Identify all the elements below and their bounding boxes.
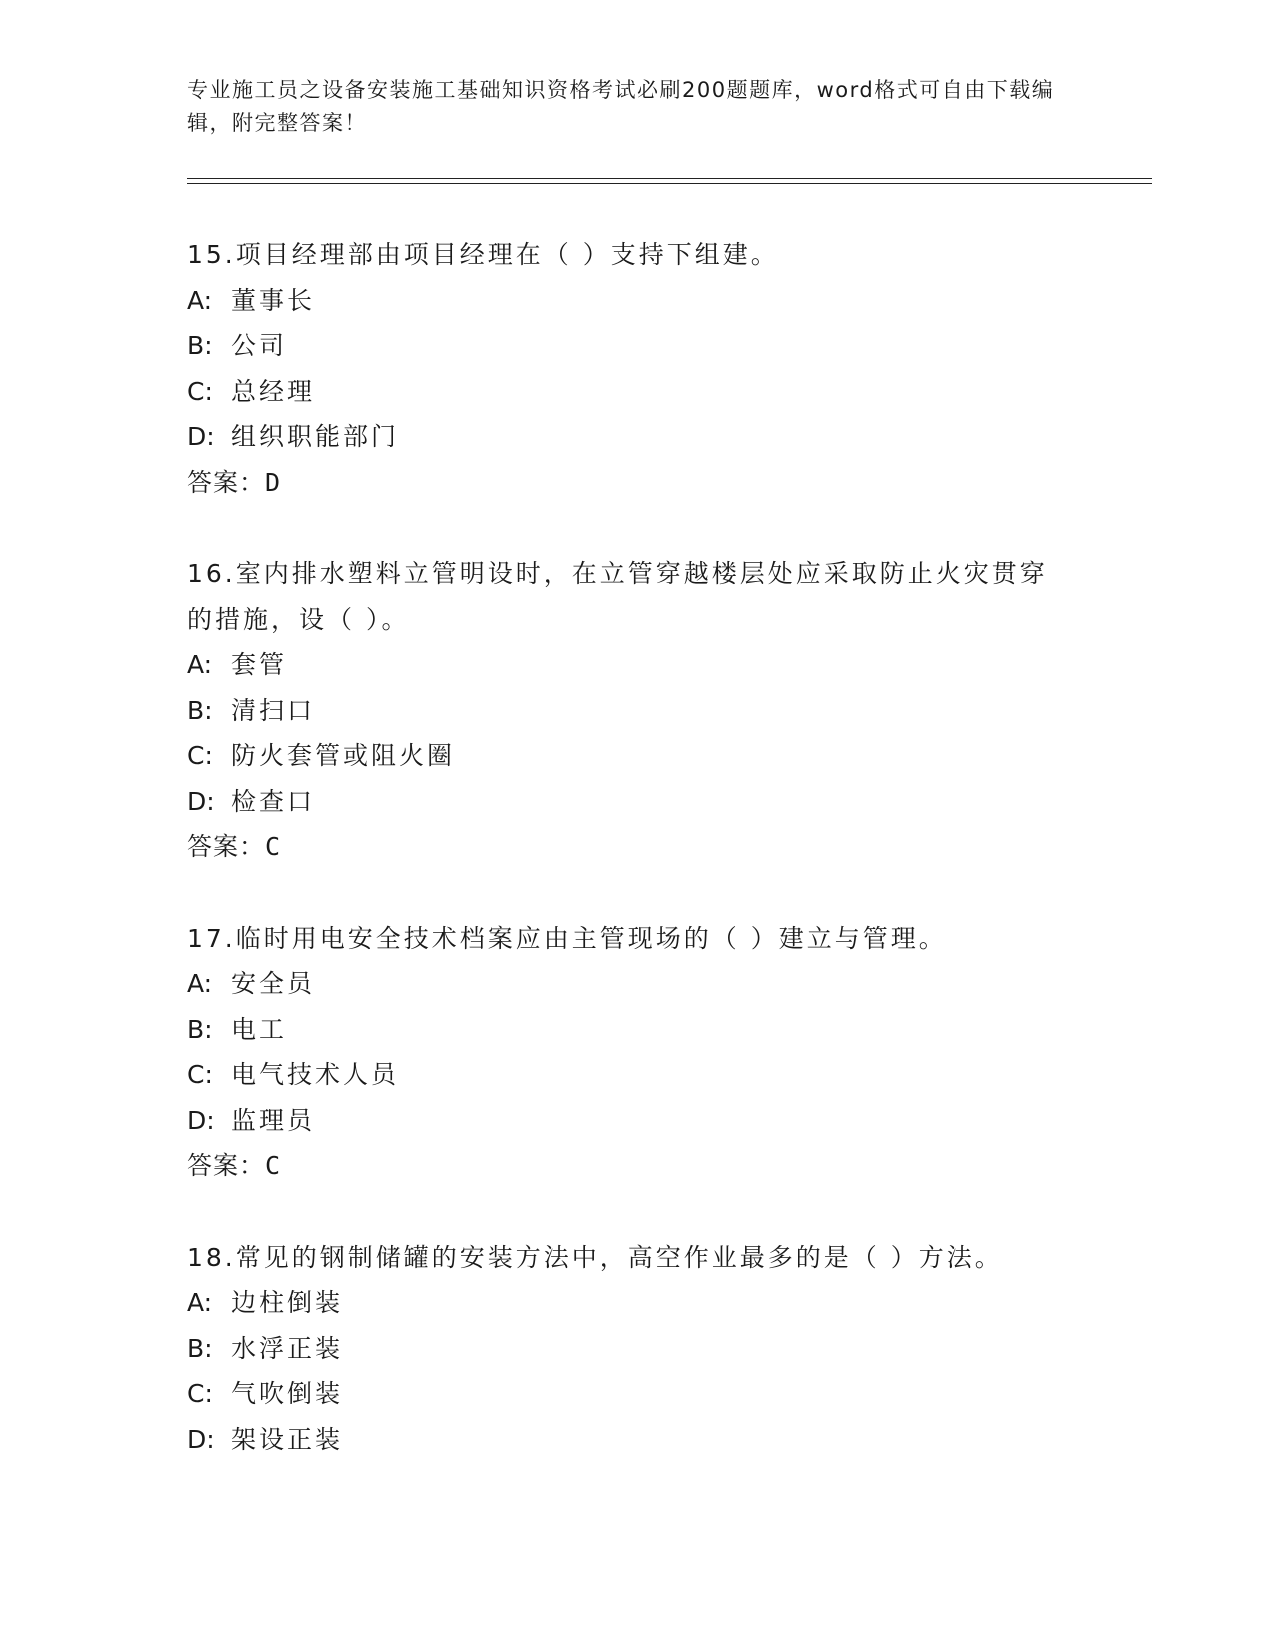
question-16 xyxy=(187,551,1087,870)
option-letter: B: xyxy=(187,331,213,360)
option-b xyxy=(187,1007,1087,1053)
question-stem: 15.项目经理部由项目经理在（ ）支持下组建。 xyxy=(187,240,779,269)
question-stem: 18.常见的钢制储罐的安装方法中，高空作业最多的是（ ）方法。 xyxy=(187,1242,1003,1272)
answer-label: 答案： xyxy=(187,467,266,497)
answer-label: 答案： xyxy=(187,832,266,861)
option-a xyxy=(187,278,1087,324)
option-letter: B: xyxy=(187,695,213,725)
question-18 xyxy=(187,1235,1087,1463)
option-letter: D: xyxy=(187,1105,215,1135)
option-text: 安全员 xyxy=(231,969,316,998)
option-text: 清扫口 xyxy=(231,695,316,725)
option-text: 监理员 xyxy=(231,1105,316,1135)
option-letter: D: xyxy=(187,786,215,816)
document-header: 专业施工员之设备安装施工基础知识资格考试必刷200题题库，word格式可自由下载编辑，附完整答案！ xyxy=(187,78,1055,135)
option-text: 水浮正装 xyxy=(231,1333,344,1363)
option-text: 边柱倒装 xyxy=(231,1288,344,1317)
option-c xyxy=(187,1371,1087,1417)
option-c xyxy=(187,1052,1087,1098)
answer-value: C xyxy=(265,832,281,861)
question-stem: 16.室内排水塑料立管明设时，在立管穿越楼层处应采取防止火灾贯穿 xyxy=(187,559,1048,588)
option-b xyxy=(187,323,1087,369)
question-stem: 17.临时用电安全技术档案应由主管现场的（ ）建立与管理。 xyxy=(187,923,947,953)
option-letter: A: xyxy=(187,285,213,315)
option-d xyxy=(187,779,1087,825)
question-15 xyxy=(187,232,1087,505)
option-text: 气吹倒装 xyxy=(231,1379,344,1408)
header-divider-bottom xyxy=(187,183,1152,184)
option-a xyxy=(187,642,1087,688)
option-c xyxy=(187,733,1087,779)
option-letter: A: xyxy=(187,1288,213,1317)
option-text: 检查口 xyxy=(231,786,316,816)
option-b xyxy=(187,1326,1087,1372)
option-letter: D: xyxy=(187,422,215,451)
option-letter: C: xyxy=(187,1379,213,1408)
option-text: 公司 xyxy=(231,331,288,360)
question-list xyxy=(187,232,1087,1508)
option-d xyxy=(187,414,1087,460)
option-letter: A: xyxy=(187,650,213,679)
option-a xyxy=(187,1280,1087,1326)
answer-line xyxy=(187,1143,1087,1189)
option-letter: C: xyxy=(187,1060,213,1089)
option-d xyxy=(187,1098,1087,1144)
option-text: 电工 xyxy=(231,1014,288,1044)
option-text: 组织职能部门 xyxy=(231,422,400,451)
option-text: 防火套管或阻火圈 xyxy=(231,741,456,770)
option-letter: B: xyxy=(187,1014,213,1044)
option-letter: C: xyxy=(187,376,213,406)
option-text: 架设正装 xyxy=(231,1424,344,1454)
option-a xyxy=(187,961,1087,1007)
question-stem-continued: 的措施，设（ ）。 xyxy=(187,604,410,634)
option-text: 总经理 xyxy=(231,376,316,406)
option-letter: B: xyxy=(187,1333,213,1363)
answer-value: D xyxy=(265,467,281,497)
option-c xyxy=(187,369,1087,415)
option-letter: A: xyxy=(187,969,213,998)
option-d xyxy=(187,1417,1087,1463)
option-letter: D: xyxy=(187,1424,215,1454)
option-text: 电气技术人员 xyxy=(231,1060,400,1089)
option-letter: C: xyxy=(187,741,213,770)
header-divider-top xyxy=(187,178,1152,179)
answer-line xyxy=(187,460,1087,506)
answer-value: C xyxy=(265,1151,281,1180)
option-b xyxy=(187,688,1087,734)
answer-label: 答案： xyxy=(187,1151,266,1180)
answer-line xyxy=(187,824,1087,870)
question-17 xyxy=(187,916,1087,1189)
option-text: 套管 xyxy=(231,650,288,679)
option-text: 董事长 xyxy=(231,285,316,315)
